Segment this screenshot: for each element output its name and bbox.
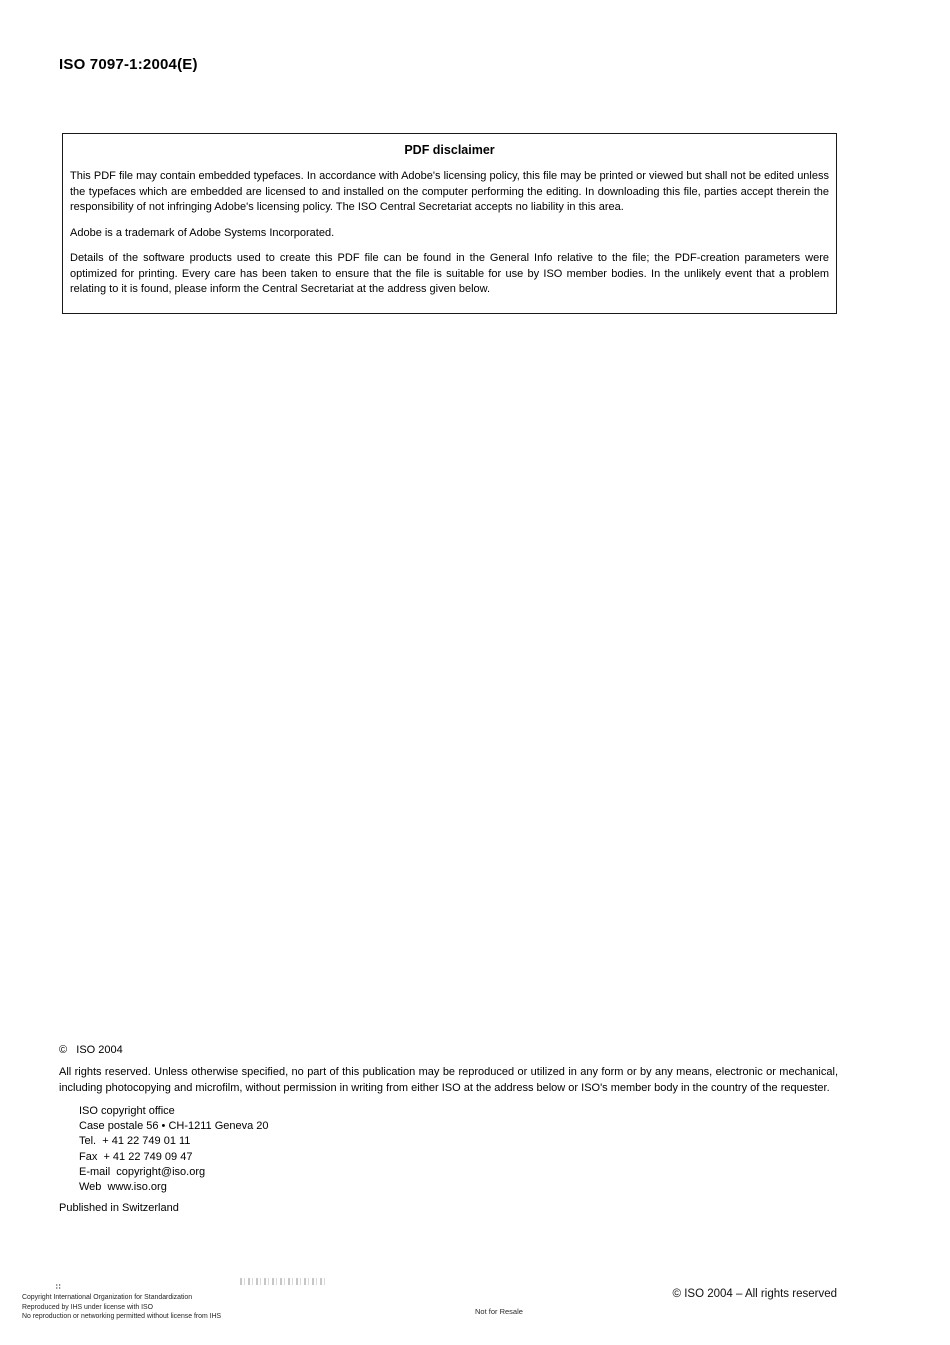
copyright-footer-note: © ISO 2004 – All rights reserved bbox=[672, 1288, 837, 1300]
published-in-switzerland-line: Published in Switzerland bbox=[59, 1202, 179, 1215]
disclaimer-paragraph: This PDF file may contain embedded typefaces. In accordance with Adobe's licensing policy, this file may be printed or viewed but shall not be edited unless the typefaces which are embedded are licensed to and installed on the computer performing the editing. In downloading this file, parties accept therein the responsibility of not infringing Adobe's licensing policy. The ISO Central Secretariat accepts no liability in this area. bbox=[70, 170, 829, 213]
address-line: Case postale 56 • CH-1211 Geneva 20 bbox=[79, 1120, 269, 1133]
copyright-section bbox=[59, 1044, 838, 1214]
disclaimer-paragraph: Details of the software products used to create this PDF file can be found in the General Info relative to the file; the PDF-creation parameters were optimized for printing. Every care has been taken to ensure that the file is suitable for use by ISO member bodies. In the unlikely event that a problem relating to it is found, please inform the Central Secretariat at the address given below. bbox=[70, 252, 829, 295]
footer-line: No reproduction or networking permitted without license from IHS bbox=[22, 1313, 222, 1321]
footer-line: Copyright International Organization for Standardization bbox=[22, 1294, 193, 1301]
disclaimer-paragraph: Adobe is a trademark of Adobe Systems Incorporated. bbox=[70, 226, 335, 239]
faint-stamp-marks bbox=[240, 1278, 326, 1285]
iso-address-block bbox=[79, 1104, 838, 1195]
address-line: Web www.iso.org bbox=[79, 1181, 167, 1194]
pdf-disclaimer-box bbox=[62, 133, 837, 314]
address-line: ISO copyright office bbox=[79, 1105, 175, 1117]
ihs-license-footer bbox=[22, 1293, 221, 1322]
footer-dots-mark: ∷ bbox=[56, 1284, 61, 1291]
address-line: Tel. + 41 22 749 01 11 bbox=[79, 1135, 191, 1148]
not-for-resale-note: Not for Resale bbox=[475, 1307, 523, 1316]
footer-line: Reproduced by IHS under license with ISO bbox=[22, 1303, 153, 1311]
document-reference-header: ISO 7097-1:2004(E) bbox=[59, 56, 198, 73]
disclaimer-title: PDF disclaimer bbox=[404, 143, 495, 157]
copyright-symbol-line: © ISO 2004 bbox=[59, 1044, 123, 1056]
address-line: Fax + 41 22 749 09 47 bbox=[79, 1150, 193, 1163]
address-line: E-mail copyright@iso.org bbox=[79, 1165, 206, 1178]
copyright-notice-paragraph: All rights reserved. Unless otherwise specified, no part of this publication may be reproduced or utilized in any form or by any means, electronic or mechanical, including photocopying and microfilm, without permission in writing from either ISO at the address below or ISO's member body in the country of the requester. bbox=[59, 1066, 838, 1094]
